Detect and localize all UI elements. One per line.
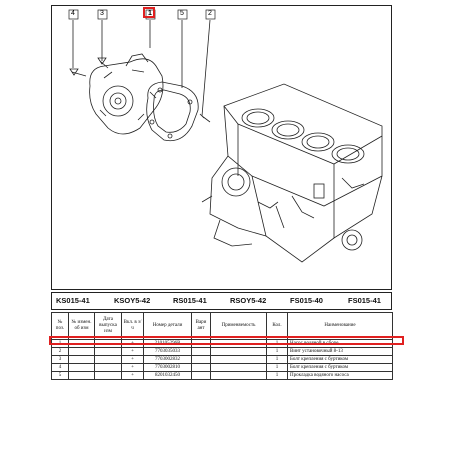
position-cell: 1 xyxy=(52,340,69,348)
part-name-cell: Прокладка водяного насоса xyxy=(288,372,393,380)
column-header: Вкл. в з/ч xyxy=(122,313,144,340)
quantity-cell: 1 xyxy=(267,364,288,372)
column-header: Кол. xyxy=(267,313,288,340)
position-cell: 4 xyxy=(52,364,69,372)
model-code: KS015-41 xyxy=(56,296,90,305)
callout-highlight-box xyxy=(143,7,155,18)
change-number-cell xyxy=(69,348,95,356)
column-header: Номер детали xyxy=(144,313,192,340)
selected-row-highlight xyxy=(49,336,404,345)
part-number-cell[interactable]: 7703035033 xyxy=(144,348,192,356)
variant-cell xyxy=(192,364,211,372)
model-code: KSOY5-42 xyxy=(114,296,151,305)
applicability-cell xyxy=(211,372,267,380)
part-number-cell[interactable]: 8201032450 xyxy=(144,372,192,380)
column-header: Наименование xyxy=(288,313,393,340)
position-cell: 5 xyxy=(52,372,69,380)
table-row[interactable] xyxy=(52,364,393,372)
callout-5: 5 xyxy=(180,10,184,17)
spare-part-cell: + xyxy=(122,364,144,372)
column-header: Вари ант xyxy=(192,313,211,340)
quantity-cell: 1 xyxy=(267,340,288,348)
applicability-cell xyxy=(211,364,267,372)
spare-part-cell: + xyxy=(122,340,144,348)
column-header: № измен. об изм xyxy=(69,313,95,340)
engine-block-drawing xyxy=(52,6,392,290)
callout-2: 2 xyxy=(208,10,212,17)
applicability-cell xyxy=(211,348,267,356)
part-name-cell: Насос водяной в сборе xyxy=(288,340,393,348)
quantity-cell: 1 xyxy=(267,372,288,380)
column-header: Применяемость xyxy=(211,313,267,340)
change-number-cell xyxy=(69,356,95,364)
column-header: № поз. xyxy=(52,313,69,340)
model-codes-bar xyxy=(51,292,392,310)
spare-part-cell: + xyxy=(122,372,144,380)
position-cell: 3 xyxy=(52,356,69,364)
model-code: FS015-40 xyxy=(290,296,323,305)
column-header: Дата выпуска изм xyxy=(95,313,122,340)
position-cell: 2 xyxy=(52,348,69,356)
model-code: RS015-41 xyxy=(173,296,207,305)
callout-1: 1 xyxy=(148,10,152,17)
table-row[interactable] xyxy=(52,348,393,356)
parts-table xyxy=(51,312,393,380)
part-number-cell[interactable]: 7703002810 xyxy=(144,364,192,372)
change-number-cell xyxy=(69,372,95,380)
spare-part-cell: + xyxy=(122,356,144,364)
callout-4: 4 xyxy=(71,10,75,17)
model-code: RSOY5-42 xyxy=(230,296,267,305)
part-name-cell: Винт установочный 8-13 xyxy=(288,348,393,356)
applicability-cell xyxy=(211,356,267,364)
part-number-cell[interactable]: 210105296R xyxy=(144,340,192,348)
spare-part-cell: + xyxy=(122,348,144,356)
variant-cell xyxy=(192,372,211,380)
variant-cell xyxy=(192,348,211,356)
quantity-cell: 1 xyxy=(267,348,288,356)
part-name-cell: Болт крепления с буртиком xyxy=(288,364,393,372)
change-date-cell xyxy=(95,348,122,356)
model-code: FS015-41 xyxy=(348,296,381,305)
callout-3: 3 xyxy=(100,10,104,17)
table-row[interactable] xyxy=(52,356,393,364)
table-row[interactable] xyxy=(52,372,393,380)
parts-table-wrapper xyxy=(51,312,392,380)
part-number-cell[interactable]: 7703002832 xyxy=(144,356,192,364)
change-number-cell xyxy=(69,364,95,372)
change-date-cell xyxy=(95,364,122,372)
quantity-cell: 1 xyxy=(267,356,288,364)
variant-cell xyxy=(192,356,211,364)
exploded-diagram xyxy=(51,5,392,290)
change-date-cell xyxy=(95,356,122,364)
change-date-cell xyxy=(95,372,122,380)
part-name-cell: Болт крепления с буртиком xyxy=(288,356,393,364)
